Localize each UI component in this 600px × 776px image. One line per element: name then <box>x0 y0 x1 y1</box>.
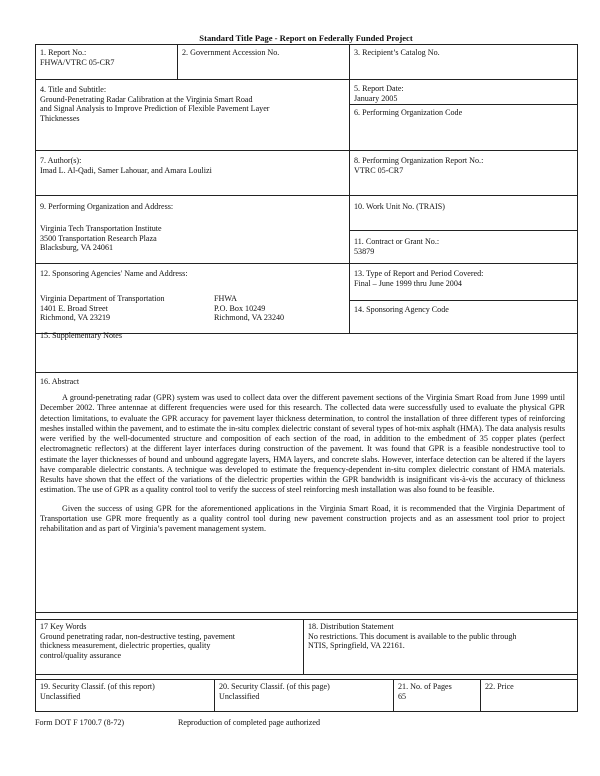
sponsor-right-line-2: P.O. Box 10249 <box>214 303 266 313</box>
abstract-paragraph-1: A ground-penetrating radar (GPR) system was used to collect data over the different pavement sections of the Virginia Smart Road from June 1999 until December 2002. Three antennae at different frequencies were used for this research. The collected data were successfully used to evaluate the physical GPR detection limitations, to evaluate the GPR accuracy for pavement layer thickness determination, to control the installation of three different types of reinforcing meshes installed within the pavement, and to estimate the in-situ complex dielectric constant of several types of hot-mix asphalt (HMA). The data analysis results were verified by the well-documented structure and composition of each section of the road, in addition to the embedment of 35 copper plates (perfect electromagnetic reflectors) at the different layer interfaces during construction of the pavement. It was found that GPR is a feasible nondestructive tool to estimate the layer thicknesses of bound and unbound aggregate layers, HMA layers, and concrete slabs. However, interface detection can be altered if the layers have comparable dielectric constants. A technique was developed to estimate the frequency-dependent in-situ complex dielectric constant of HMA materials. Results have shown that the effect of the variations of the dielectric properties within the GPR bandwidth is insignificant vis-à-vis the accuracy of thickness estimation. The use of GPR as a quality control tool to verify the success of steel reinforcing mesh installation was also found to be feasible. <box>40 393 565 495</box>
box-num-pages <box>393 679 481 712</box>
box-contract-grant <box>349 230 578 264</box>
sponsor-left-line-2: 1401 E. Broad Street <box>40 303 108 313</box>
work-unit-label: 10. Work Unit No. (TRAIS) <box>354 202 445 211</box>
box-report-type <box>349 263 578 301</box>
distribution-line-2: NTIS, Springfield, VA 22161. <box>308 641 405 651</box>
title-line-3: Thicknesses <box>40 113 80 123</box>
contract-grant-value: 53879 <box>354 246 375 256</box>
form-number: Form DOT F 1700.7 (8-72) <box>35 718 125 727</box>
security-page-value: Unclassified <box>219 691 260 701</box>
box-price <box>480 679 578 712</box>
key-words-line-2: thickness measurement, dielectric properties, quality <box>40 641 211 651</box>
box-authors <box>35 150 350 196</box>
sponsor-right-line-3: Richmond, VA 23240 <box>214 313 285 323</box>
sponsor-left-line-1: Virginia Department of Transportation <box>40 294 165 303</box>
box-distribution <box>303 619 578 675</box>
key-words-line-1: Ground penetrating radar, non-destructive testing, pavement <box>40 631 235 641</box>
report-type-label: 13. Type of Report and Period Covered: <box>354 269 484 278</box>
box-security-report <box>35 679 215 712</box>
sponsoring-agencies-label: 12. Sponsoring Agencies' Name and Address: <box>40 269 188 278</box>
reproduction-note: Reproduction of completed page authorized <box>178 718 321 727</box>
sponsoring-code-label: 14. Sponsoring Agency Code <box>354 305 449 314</box>
report-no-value: FHWA/VTRC 05-CR7 <box>40 57 115 67</box>
perf-org-name-label: 9. Performing Organization and Address: <box>40 202 174 211</box>
distribution-label: 18. Distribution Statement <box>308 622 394 631</box>
box-work-unit <box>349 195 578 231</box>
perf-org-code-label: 6. Performing Organization Code <box>354 108 463 117</box>
box-report-date <box>349 79 578 105</box>
distribution-line-1: No restrictions. This document is available to the public through <box>308 631 517 641</box>
box-key-words <box>35 619 304 675</box>
key-words-line-3: control/quality assurance <box>40 650 122 660</box>
box-sponsoring-code <box>349 300 578 334</box>
box-title-subtitle <box>35 79 350 151</box>
recipient-catalog-label: 3. Recipient’s Catalog No. <box>354 48 440 57</box>
sponsor-left-line-3: Richmond, VA 23219 <box>40 313 111 323</box>
title-line-2: and Signal Analysis to Improve Prediction of Flexible Pavement Layer <box>40 104 270 114</box>
supplementary-label: 15. Supplementary Notes <box>40 331 123 340</box>
security-report-label: 19. Security Classif. (of this report) <box>40 682 155 691</box>
num-pages-label: 21. No. of Pages <box>398 682 452 691</box>
box-security-page <box>214 679 394 712</box>
title-subtitle-label: 4. Title and Subtitle: <box>40 85 107 94</box>
box-report-no <box>35 44 178 80</box>
sponsor-right-line-1: FHWA <box>214 294 237 303</box>
report-date-value: January 2005 <box>354 93 398 103</box>
authors-value: Imad L. Al-Qadi, Samer Lahouar, and Amara Loulizi <box>40 165 212 175</box>
report-date-label: 5. Report Date: <box>354 84 404 93</box>
perf-org-report-no-label: 8. Performing Organization Report No.: <box>354 156 484 165</box>
report-no-label: 1. Report No.: <box>40 48 87 57</box>
perf-org-line-2: 3500 Transportation Research Plaza <box>40 233 157 243</box>
report-type-value: Final – June 1999 thru June 2004 <box>354 278 462 288</box>
box-perf-org-code <box>349 104 578 151</box>
authors-label: 7. Author(s): <box>40 156 82 165</box>
box-supplementary-notes <box>35 333 578 373</box>
price-label: 22. Price <box>485 682 514 691</box>
key-words-label: 17 Key Words <box>40 622 87 631</box>
perf-org-line-1: Virginia Tech Transportation Institute <box>40 224 162 233</box>
box-perf-org-report-no <box>349 150 578 196</box>
security-report-value: Unclassified <box>40 691 81 701</box>
contract-grant-label: 11. Contract or Grant No.: <box>354 237 440 246</box>
abstract-paragraph-2: Given the success of using GPR for the aforementioned applications in the Virginia Smart Road, it is recommended that the Virginia Department of Transportation use GPR more frequently as a quality control tool during new pavement construction projects and as an assessment tool prior to project rehabilitation and as part of Virginia’s pavement management system. <box>40 503 565 533</box>
abstract-label: 16. Abstract <box>40 377 80 386</box>
box-sponsoring-agencies <box>35 263 350 334</box>
form-title: Standard Title Page - Report on Federally Funded Project <box>199 33 413 43</box>
title-line-1: Ground-Penetrating Radar Calibration at the Virginia Smart Road <box>40 94 253 104</box>
box-recipient-catalog <box>349 44 578 80</box>
box-gov-accession <box>177 44 350 80</box>
gov-accession-label: 2. Government Accession No. <box>182 48 280 57</box>
num-pages-value: 65 <box>398 691 407 701</box>
perf-org-report-no-value: VTRC 05-CR7 <box>354 165 404 175</box>
abstract-body <box>40 393 565 542</box>
security-page-label: 20. Security Classif. (of this page) <box>219 682 330 691</box>
perf-org-line-3: Blacksburg, VA 24061 <box>40 243 114 253</box>
box-perf-org-name <box>35 195 350 264</box>
